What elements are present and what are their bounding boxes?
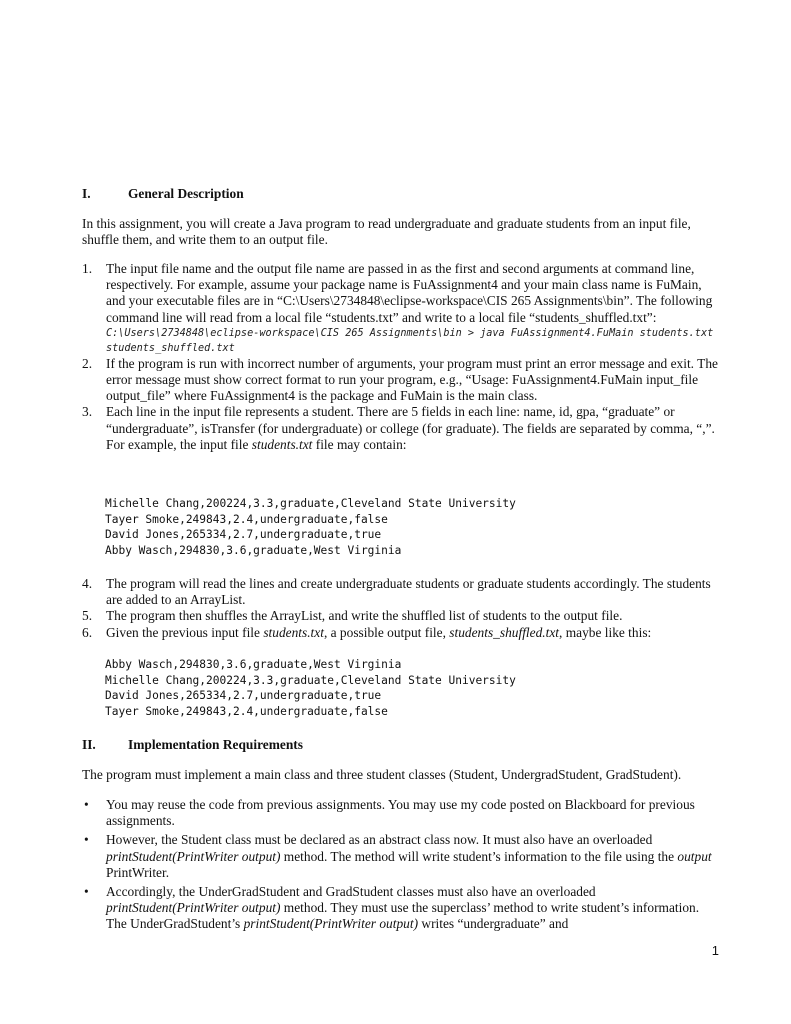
- bullet-item: [82, 832, 722, 881]
- method-name: printStudent(PrintWriter output): [106, 900, 281, 916]
- bullet-text: method. They must use the superclass’ method to write student’s information. The UnderGradStudent’s: [106, 900, 700, 932]
- bullet-item: [82, 884, 722, 933]
- code-line: Michelle Chang,200224,3.3,graduate,Cleveland State University: [105, 497, 516, 510]
- numbered-list-part2: [82, 576, 722, 641]
- item-number: 6.: [82, 624, 93, 640]
- item-text: file may contain:: [312, 436, 407, 452]
- code-line: David Jones,265334,2.7,undergraduate,true: [105, 528, 382, 541]
- code-line: Abby Wasch,294830,3.6,graduate,West Virginia: [105, 543, 402, 557]
- item-text: The program will read the lines and create undergraduate students or graduate students accordingly. The students are added to an ArrayList.: [106, 576, 711, 608]
- numbered-list-part1: [82, 261, 722, 453]
- requirements-bullet-list: [82, 797, 722, 936]
- bullet-text: writes “undergraduate” and: [418, 916, 569, 932]
- filename: students_shuffled.txt: [449, 624, 560, 640]
- method-name: printStudent(PrintWriter output): [243, 916, 419, 932]
- code-line: Tayer Smoke,249843,2.4,undergraduate,false: [105, 704, 388, 718]
- bullet-text: PrintWriter.: [106, 864, 170, 880]
- output-sample-code: [105, 657, 516, 719]
- bullet-icon: •: [84, 884, 89, 900]
- bullet-text: However, the Student class must be declared as an abstract class now. It must also have an overloaded: [106, 832, 653, 848]
- item-number: 2.: [82, 355, 93, 371]
- item-number: 3.: [82, 404, 93, 420]
- item-text: The input file name and the output file name are passed in as the first and second arguments at command line, respectively. For example, assume your package name is FuAssignment4 and your main class name is FuMain, and your executable files are in “C:\Users\2734848\eclipse-workspace\CIS 265 Assignments\bin”. The following command line will read from a local file “students.txt” and write to a local file “students_shuffled.txt”:: [106, 261, 713, 325]
- bullet-item: [82, 797, 722, 829]
- item-text: , maybe like this:: [559, 624, 652, 640]
- bullet-icon: •: [84, 797, 89, 812]
- section-number: II.: [82, 737, 96, 752]
- list-item: [82, 576, 722, 608]
- section-title: Implementation Requirements: [128, 737, 303, 752]
- command-line-example: C:\Users\2734848\eclipse-workspace\CIS 265 Assignments\bin > java FuAssignment4.FuMain students.txt students_shuffled.txt: [106, 327, 714, 354]
- list-item: [82, 404, 722, 453]
- item-text: The program then shuffles the ArrayList, and write the shuffled list of students to the output file.: [106, 608, 623, 624]
- list-item: [82, 608, 722, 624]
- section-number: I.: [82, 186, 91, 201]
- code-line: Abby Wasch,294830,3.6,graduate,West Virginia: [105, 658, 402, 671]
- bullet-text: You may reuse the code from previous assignments. You may use my code posted on Blackboard for previous assignments.: [106, 797, 695, 829]
- item-text: , a possible output file,: [323, 624, 450, 640]
- list-item: [82, 356, 722, 405]
- item-number: 4.: [82, 576, 93, 591]
- section-title: General Description: [128, 186, 244, 201]
- bullet-icon: •: [84, 832, 89, 848]
- input-sample-code: [105, 496, 516, 558]
- section-heading-implementation-requirements: [82, 737, 303, 753]
- list-item: [82, 261, 722, 356]
- item-text: Each line in the input file represents a student. There are 5 fields in each line: name, id, gpa, “graduate” or “undergraduate”, isTransfer (for undergraduate) or college (for graduate). The fields are separated by comma, “,”. For example, the input file: [106, 404, 715, 452]
- bullet-text: Accordingly, the UnderGradStudent and GradStudent classes must also have an overloaded: [106, 884, 596, 900]
- item-text: If the program is run with incorrect number of arguments, your program must print an error message and exit. The error message must show correct format to run your program, e.g., “Usage: FuAssignment4.FuMain input_file output_file” where FuAssignment4 is the package and FuMain is the main class.: [106, 355, 718, 404]
- item-text: Given the previous input file: [106, 624, 264, 640]
- filename: students.txt: [263, 624, 324, 640]
- code-line: Michelle Chang,200224,3.3,graduate,Cleveland State University: [105, 673, 516, 687]
- requirements-intro: The program must implement a main class and three student classes (Student, UndergradStudent, GradStudent).: [82, 767, 682, 782]
- item-number: 5.: [82, 608, 93, 624]
- variable-name: output: [677, 848, 712, 864]
- code-line: Tayer Smoke,249843,2.4,undergraduate,false: [105, 512, 388, 526]
- section-heading-general-description: [82, 186, 244, 202]
- filename: students.txt: [251, 436, 313, 452]
- code-line: David Jones,265334,2.7,undergraduate,true: [105, 689, 382, 702]
- intro-paragraph: In this assignment, you will create a Java program to read undergraduate and graduate students from an input file, shuffle them, and write them to an output file.: [82, 216, 691, 248]
- page-number: 1: [711, 943, 719, 958]
- bullet-text: method. The method will write student’s information to the file using the: [280, 848, 678, 864]
- list-item: [82, 625, 722, 641]
- item-number: 1.: [82, 261, 93, 276]
- method-name: printStudent(PrintWriter output): [106, 848, 281, 864]
